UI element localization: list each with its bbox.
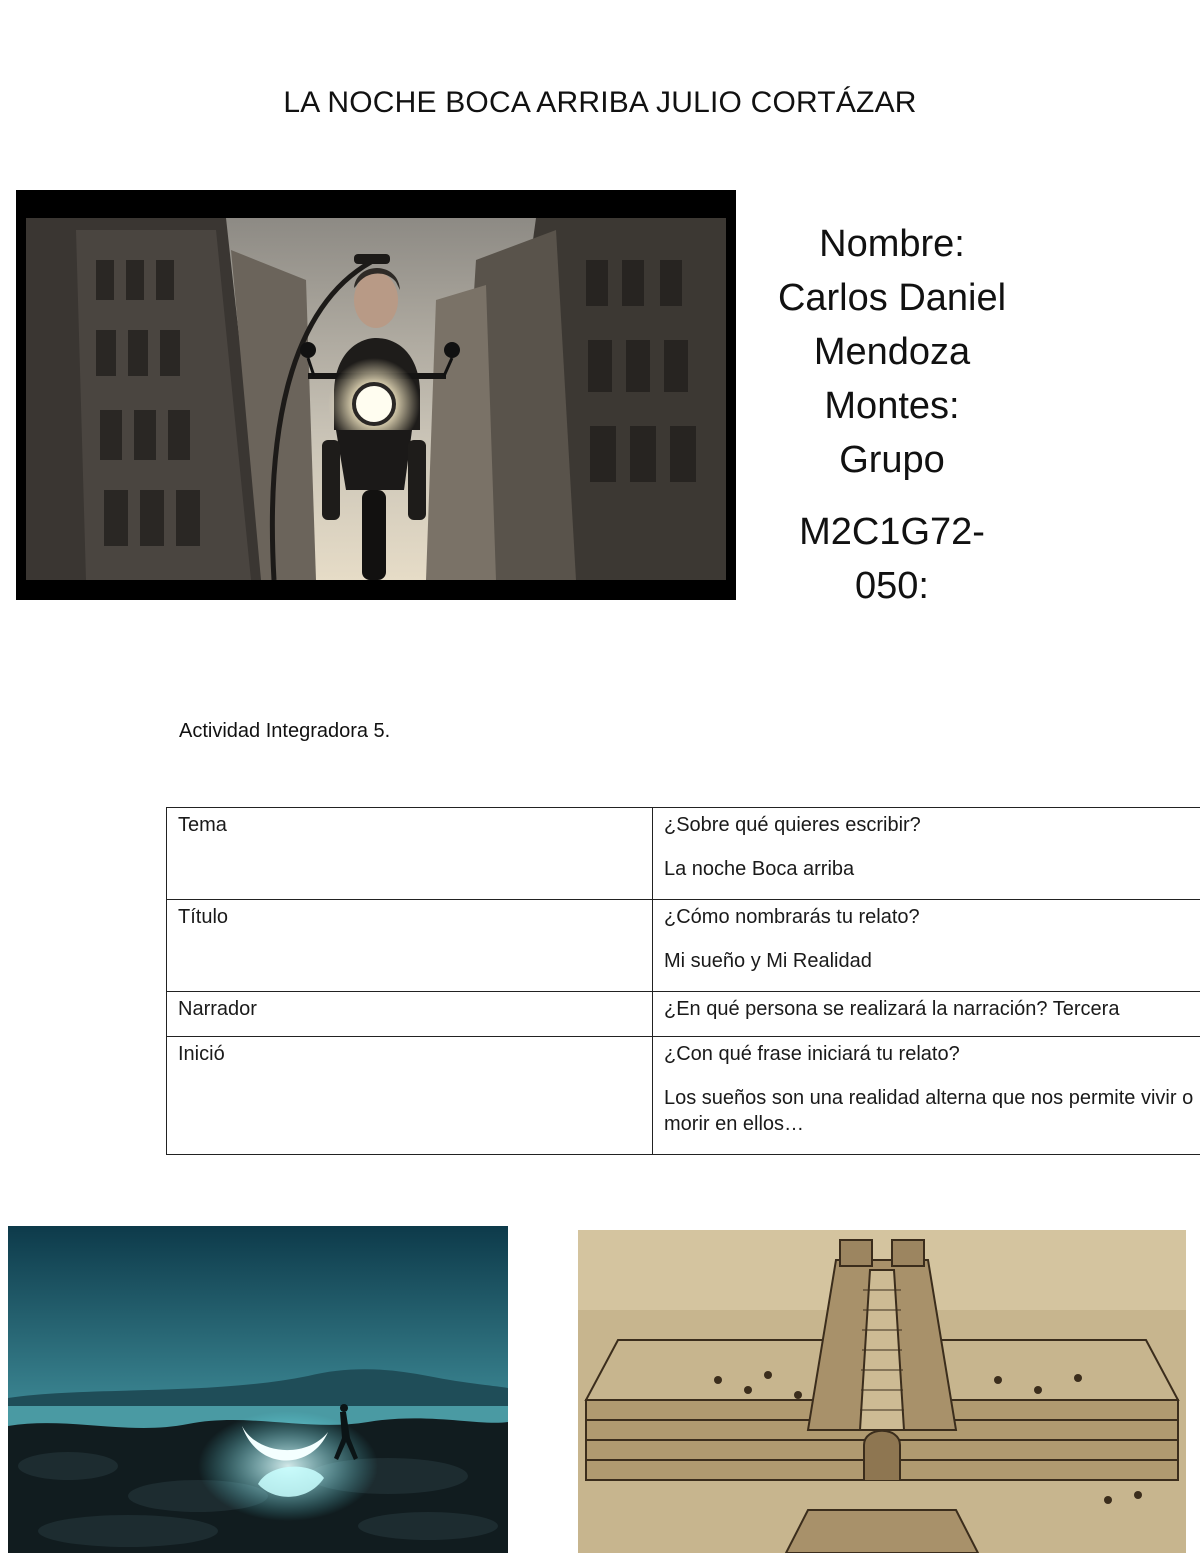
row-question: ¿En qué persona se realizará la narración? Tercera [664, 998, 1120, 1020]
document-title: LA NOCHE BOCA ARRIBA JULIO CORTÁZAR [283, 86, 917, 119]
row-label: Tema [167, 808, 653, 900]
motorcyclist-image [16, 190, 736, 600]
row-question: ¿Con qué frase iniciará tu relato? [664, 1043, 960, 1065]
group-code-part-2: 050: [855, 565, 929, 607]
story-plan-table [166, 807, 1200, 1155]
row-label: Inició [167, 1037, 653, 1155]
student-last-name-2: Montes: [824, 385, 960, 427]
student-first-names: Carlos Daniel [777, 277, 1007, 319]
moon-shore-image [8, 1226, 508, 1553]
temple-engraving-image [578, 1230, 1186, 1553]
activity-heading: Actividad Integradora 5. [179, 720, 391, 742]
table-row [167, 808, 1200, 900]
student-info [752, 217, 1032, 613]
table-row [167, 992, 1200, 1037]
row-content [653, 1037, 1200, 1155]
row-content [653, 808, 1200, 900]
table-row [167, 1037, 1200, 1155]
student-last-name-1: Mendoza [813, 331, 971, 373]
row-answer: La noche Boca arriba [664, 858, 855, 880]
row-question: ¿Cómo nombrarás tu relato? [664, 906, 920, 928]
table-row [167, 900, 1200, 992]
group-code-part-1: M2C1G72- [799, 511, 985, 553]
row-answer: Los sueños son una realidad alterna que nos permite vivir o morir en ellos… [664, 1087, 1194, 1135]
row-content [653, 900, 1200, 992]
group-label: Grupo [839, 439, 945, 481]
row-content [653, 992, 1200, 1037]
row-label: Título [167, 900, 653, 992]
name-label: Nombre: [819, 223, 965, 265]
row-label: Narrador [167, 992, 653, 1037]
row-question: ¿Sobre qué quieres escribir? [664, 814, 921, 836]
row-answer: Mi sueño y Mi Realidad [664, 950, 872, 972]
